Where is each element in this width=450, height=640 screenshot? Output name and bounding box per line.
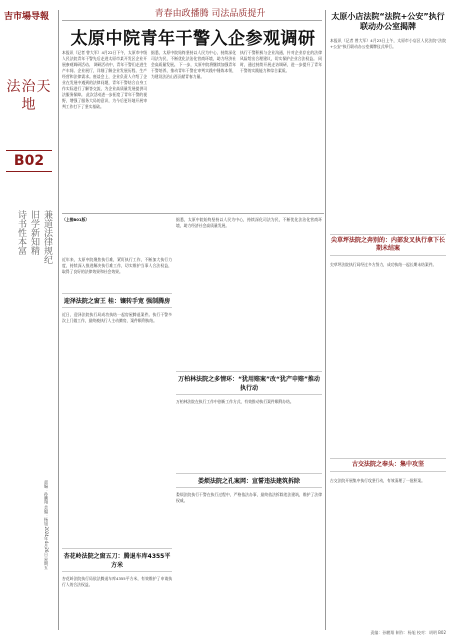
right-story-column	[330, 12, 446, 627]
story-text: 近日，迎泽法院执行局成功执结一起房屋腾退案件。执行干警多次上门做工作，最终被执行人主动腾房，案件顺利执结。	[62, 312, 172, 323]
column-divider	[325, 10, 326, 630]
article-text: 调研活动中，青年干警们走进生产车间、企业展厅，详细了解企业发展历程、生产经营和法律需求。座谈会上，企业负责人介绍了企业在发展中遇到的法律问题，青年干警结合自身工作实际进行了解答交流，为企业高质量发展提供司法服务保障。	[62, 62, 147, 97]
story-headline: 古交法院之奉头：集中攻坚	[330, 458, 446, 472]
story-text: 据悉，太原中院始终坚持以人民为中心，持续深化司法为民，不断优化法治化营商环境，助力经济社会高质量发展。	[176, 217, 322, 228]
story-text: 杏花岭法院执行局依法腾退车库4355平方米，有效维护了申请执行人的合法权益。	[62, 576, 172, 587]
story-headline: 尖草坪法院之奔别的：内部发叉执行拿下长期未结案	[330, 234, 446, 256]
story-text: 近年来，太原中院聚焦执行难，紧盯执行工作，不断加大执行力度，持续深入推进解决执行难工作，切实维护当事人合法权益，取得了良好的法律效果和社会效果。	[62, 257, 172, 274]
top-rule	[62, 20, 322, 21]
masthead	[4, 12, 54, 23]
article-text: 此次活动进一步拓宽了青年干警的视野，增强了服务大局的意识，为今后更好地开展审判工作打下了坚实基础。	[62, 92, 147, 109]
story-text: 万柏林法院在执行工作中创新工作方式，有效推动执行案件顺利办结。	[176, 399, 294, 404]
story-text: 本报讯（记者 曾大军）4月23日上午，太原市小店区人民法院“法院+公安”执行联动办公室揭牌仪式举行。	[330, 38, 446, 49]
continued-kicker	[62, 217, 172, 257]
story-headline: 太原小店法院“法院+公安”执行联动办公室揭牌	[331, 12, 445, 31]
page-date-strip: 责编：孙鹏翔 美编：杨旭 2024年4月26日 星期五	[44, 480, 49, 570]
calligraphy-line: 兼道法律规纪	[42, 210, 52, 264]
calligraphy-line: 诗书性本富	[16, 210, 26, 255]
article-column	[62, 50, 147, 210]
footer-credit: 责编：孙鹏翔 制作：杨旭 校对：胡明 B02	[370, 630, 446, 635]
story-text: 尖草坪法院执行局经过多方努力，成功执结一起长期未结案件。	[330, 262, 437, 267]
calligraphy-block	[8, 210, 52, 370]
article-column	[151, 50, 236, 210]
article-text: 下一步，太原中院将继续加强青年干警培养，推动青年干警在审判实践中锤炼本领，为建设法治山西贡献青春力量。	[151, 62, 236, 79]
column-divider	[58, 10, 59, 630]
kicker-text: （上接B01版）	[62, 217, 90, 222]
newspaper-logo: 吉市場导報	[4, 12, 50, 22]
top-slogan: 青春由政播腾 司法品质提升	[154, 9, 266, 19]
left-story-column	[62, 217, 172, 627]
story-headline: 娄烦法院之孔案网：宣誓违法建筑拆除	[176, 473, 322, 488]
article-intro: 本报讯（记者 曾大军）4月22日下午，太原市中级人民法院青年干警先后走进太原市某开发区企业开展参观调研活动。	[62, 50, 147, 67]
middle-story-column	[176, 217, 322, 627]
article-text: 据悉，太原中院始终坚持以人民为中心，持续深化司法为民，不断优化法治化营商环境，助力经济社会高质量发展。	[151, 50, 236, 67]
story-headline: 杏花岭法院之窗五刀：腾退车库4355平方米	[62, 548, 172, 572]
headline: 太原中院青年干警入企参观调研	[70, 29, 316, 49]
section-rule	[62, 213, 324, 214]
story-text: 古交法院开展集中执行攻坚行动，有效清理了一批积案。	[330, 478, 425, 483]
article-text: 执行干警积极与企业沟通，针对企业存在的法律风险给出合理建议，切实保护企业合法权益。	[240, 50, 322, 61]
section-title: 法治天地	[6, 79, 52, 113]
page-number: B02	[6, 150, 52, 172]
story-headline: 万柏林法院之多情环：“犹用赔案”改“犹产申赔”推动执行动	[176, 371, 322, 395]
story-text: 娄烦法院执行干警在执行过程中，严格依法办事，最终依法拆除违法建筑，维护了法律权威。	[176, 492, 322, 503]
article-text: 同时，通过持续开展走访调研，进一步提升了青年干警的实践能力和综合素质。	[240, 56, 322, 73]
article-column	[240, 50, 322, 210]
story-headline: 迎泽法院之窗王 桂：镶转手宽 强制腾房	[62, 293, 172, 308]
calligraphy-line: 旧学新知精	[29, 210, 39, 255]
